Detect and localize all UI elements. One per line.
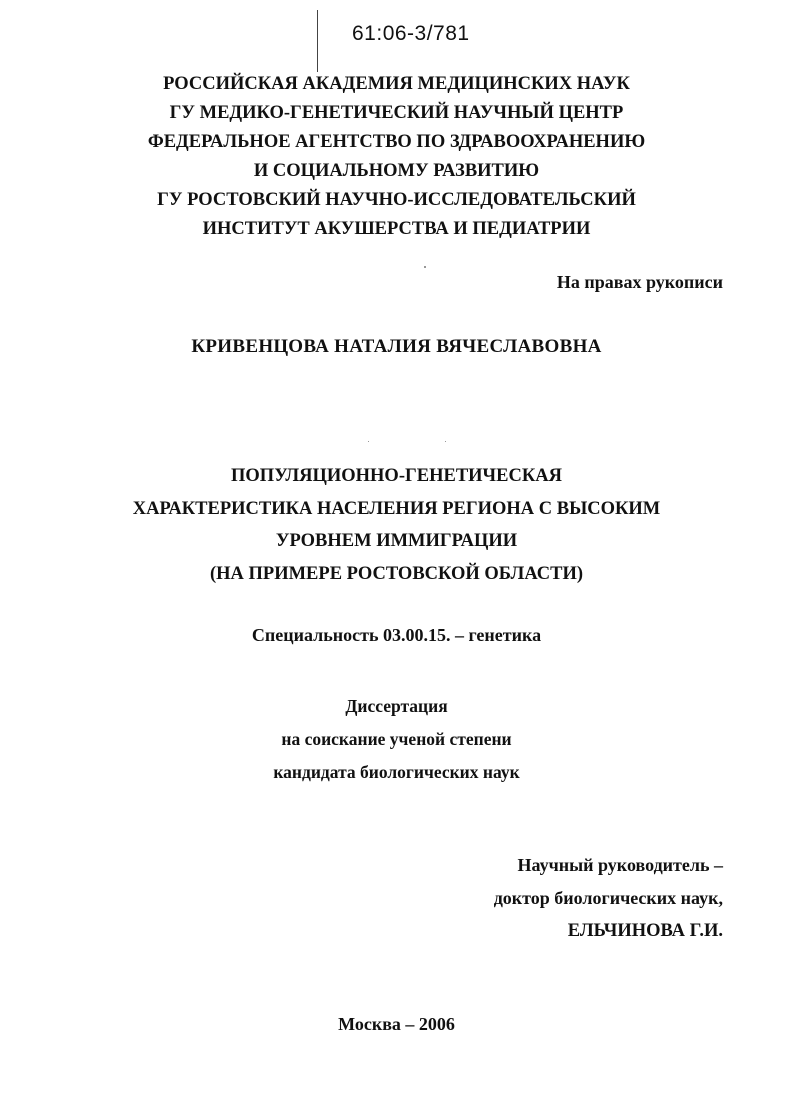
scan-speck (445, 441, 446, 442)
author-name: КРИВЕНЦОВА НАТАЛИЯ ВЯЧЕСЛАВОВНА (191, 336, 602, 357)
dissertation-line: кандидата биологических наук (273, 762, 520, 782)
institution-line: ГУ РОСТОВСКИЙ НАУЧНО-ИССЛЕДОВАТЕЛЬСКИЙ (157, 190, 636, 210)
dissertation-line: на соискание ученой степени (281, 729, 512, 749)
institution-line: ИНСТИТУТ АКУШЕРСТВА И ПЕДИАТРИИ (202, 219, 591, 239)
institution-line: ФЕДЕРАЛЬНОЕ АГЕНТСТВО ПО ЗДРАВООХРАНЕНИЮ (147, 132, 646, 152)
city-year: Москва – 2006 (338, 1014, 455, 1034)
institution-line: И СОЦИАЛЬНОМУ РАЗВИТИЮ (253, 161, 540, 181)
institutions-header (0, 70, 793, 244)
scan-speck (368, 441, 369, 442)
supervisor-degree: доктор биологических наук, (493, 888, 723, 908)
supervisor-role: Научный руководитель – (517, 855, 723, 875)
institution-line: РОССИЙСКАЯ АКАДЕМИЯ МЕДИЦИНСКИХ НАУК (163, 74, 630, 94)
scan-speck (424, 266, 426, 268)
specialty: Специальность 03.00.15. – генетика (251, 625, 542, 645)
supervisor-block (494, 849, 723, 948)
title-line: (НА ПРИМЕРЕ РОСТОВСКОЙ ОБЛАСТИ) (209, 563, 584, 584)
scan-artifact-line (317, 10, 318, 72)
dissertation-line: Диссертация (345, 696, 448, 716)
supervisor-name: ЕЛЬЧИНОВА Г.И. (567, 921, 723, 941)
dissertation-title (0, 460, 793, 590)
institution-line: ГУ МЕДИКО-ГЕНЕТИЧЕСКИЙ НАУЧНЫЙ ЦЕНТР (169, 103, 624, 123)
archive-code: 61:06-3/781 (352, 22, 470, 45)
dissertation-degree (0, 690, 793, 789)
title-line: ХАРАКТЕРИСТИКА НАСЕЛЕНИЯ РЕГИОНА С ВЫСОКИМ (132, 498, 661, 519)
title-line: УРОВНЕМ ИММИГРАЦИИ (275, 531, 518, 551)
title-line: ПОПУЛЯЦИОННО-ГЕНЕТИЧЕСКАЯ (231, 466, 562, 486)
manuscript-note: На правах рукописи (556, 272, 723, 292)
